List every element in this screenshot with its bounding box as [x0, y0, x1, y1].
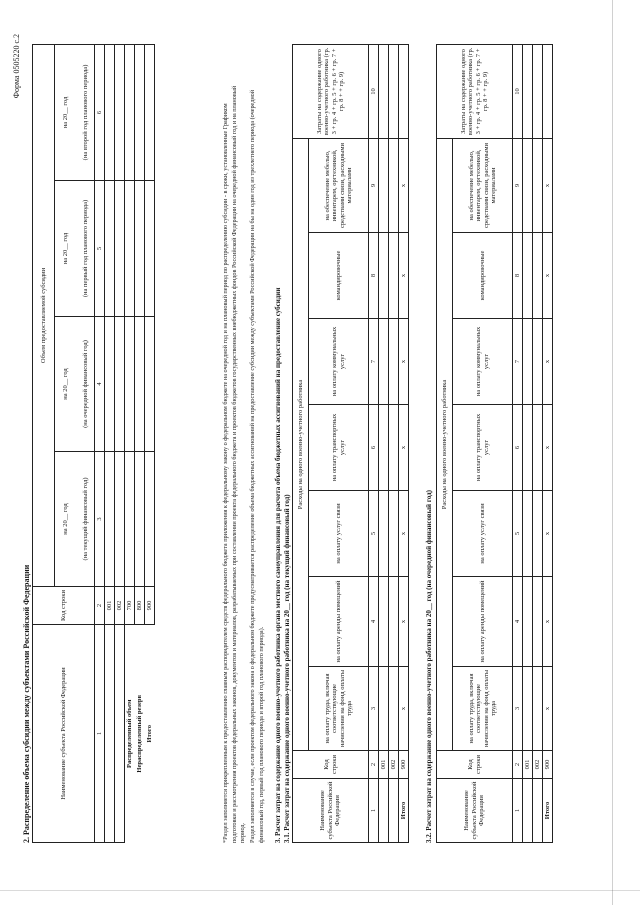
table-row [523, 44, 533, 842]
s31-colnum: 7 [369, 319, 379, 405]
s31-colnum: 9 [369, 138, 379, 232]
s31-colnum: 10 [369, 44, 379, 138]
table-row [533, 44, 543, 842]
s32-col-travel: командировочные [453, 233, 513, 319]
s32-colnum: 8 [513, 233, 523, 319]
s2-period-2: (на очередной финансовый год) [77, 317, 95, 452]
s2-period-4: (на второй год планового периода) [77, 44, 95, 180]
s32-col-salary: на оплату труда, включая соответствующие начисления на фонд оплаты труда [453, 667, 513, 751]
s2-colnum: 3 [95, 452, 105, 587]
s32-col-rent: на оплату аренды помещений [453, 577, 513, 667]
scan-edge-line [612, 0, 613, 905]
s32-colnum: 10 [513, 44, 523, 138]
s32-x-cell: x [543, 319, 553, 405]
s32-x-cell: x [543, 577, 553, 667]
s2-total-code: 800 [135, 587, 145, 625]
section2-table [32, 44, 155, 843]
s31-colnum: 8 [369, 233, 379, 319]
s2-colnum: 2 [95, 587, 105, 625]
s32-header-code: Код строки [437, 751, 513, 779]
s31-colnum: 6 [369, 405, 379, 491]
s31-col-travel: командировочные [309, 233, 369, 319]
s32-colnum: 5 [513, 491, 523, 577]
s2-year-1: на 20__ год [55, 452, 77, 587]
s2-year-4: на 20__ год [55, 44, 77, 180]
s32-header-total: Затраты на содержание одного военно-учетного работника (гр. 3 + гр. 4 + гр. 5 + гр. 6 + гр. 7 + гр. 8 + + гр. 9) [437, 44, 513, 138]
table-row [135, 44, 145, 842]
s32-total-code: 900 [543, 751, 553, 779]
table-row [543, 44, 553, 842]
s2-year-2: на 20__ год [55, 317, 77, 452]
s32-x-cell: x [543, 667, 553, 751]
table-row [389, 44, 399, 842]
s2-row-code: 002 [115, 587, 125, 625]
s32-colnum: 2 [513, 751, 523, 779]
s2-year-3: на 20__ год [55, 181, 77, 317]
s31-header-group: Расходы на одного военно-учетного работника [293, 138, 309, 750]
s31-col-rent: на оплату аренды помещений [309, 577, 369, 667]
table-row [125, 44, 135, 842]
s31-header-total: Затраты на содержание одного военно-учетного работника (гр. 3 + гр. 4 + гр. 5 + гр. 6 + гр. 7 + гр. 8 + + гр. 9) [293, 44, 369, 138]
section3-2-title: 3.2. Расчет затрат на содержание одного военно-учетного работника на 20__ год (на очередной финансовый год) [425, 489, 433, 843]
s31-col-transport: на оплату транспортных услуг [309, 405, 369, 491]
s31-header-name: Наименование субъекта Российской Федерации [293, 779, 369, 843]
s2-period-1: (на текущий финансовый год) [77, 452, 95, 587]
s31-x-cell: x [399, 233, 409, 319]
s31-col-comm: на оплату услуг связи [309, 491, 369, 577]
s32-col-supplies: на обеспечение мебелью, инвентарем, оргтехникой, средствами связи, расходными материалами [453, 138, 513, 232]
s2-header-group: Объем предоставляемой субсидии [33, 44, 55, 586]
s31-x-cell: x [399, 491, 409, 577]
s31-row-code: 001 [379, 751, 389, 779]
s31-x-cell: x [399, 667, 409, 751]
s32-header-name: Наименование субъекта Российской Федерации [437, 779, 513, 843]
table-row [115, 44, 125, 842]
s2-row-code: 001 [105, 587, 115, 625]
s32-colnum: 7 [513, 319, 523, 405]
s2-colnum: 5 [95, 181, 105, 317]
s32-colnum: 3 [513, 667, 523, 751]
s2-total-code: 900 [145, 587, 155, 625]
s32-total-label: Итого [543, 779, 553, 843]
s31-header-code: Код строки [293, 751, 369, 779]
s32-header-group: Расходы на одного военно-учетного работника [437, 138, 453, 750]
s32-colnum: 4 [513, 577, 523, 667]
s2-total-label: Распределенный объем [125, 625, 135, 843]
s31-x-cell: x [399, 577, 409, 667]
s31-colnum: 1 [369, 779, 379, 843]
s31-colnum: 3 [369, 667, 379, 751]
section2-title: 2. Распределение объема субсидии между субъектами Российской Федерации [22, 564, 31, 843]
s2-colnum: 1 [95, 625, 105, 843]
form-code: Форма 0505220 с.2 [12, 34, 21, 99]
s31-x-cell: x [399, 319, 409, 405]
s31-colnum: 5 [369, 491, 379, 577]
s32-row-code: 001 [523, 751, 533, 779]
s2-header-name: Наименование субъекта Российской Федерации [33, 625, 95, 843]
s31-col-utilities: на оплату коммунальных услуг [309, 319, 369, 405]
table-row [399, 44, 409, 842]
note-1: *Раздел заполняется прикрепленным к предоставлению главным распорядителем средств федерального бюджета приложения к федеральному закону о федеральном бюджете на очередной год и на плановый период по распределению субсидии - в сроки, установленные Графиком подготовки и рассмотрения проектов федеральных законов, документов и материалов, разрабатываемых при составлении проекта федерального бюджета и проектов бюджетов государственных внебюджетных фондов Российской Федерации на очередной финансовый год и на плановый период. [222, 85, 247, 843]
s32-x-cell: x [543, 405, 553, 491]
s32-colnum: 6 [513, 405, 523, 491]
s32-col-comm: на оплату услуг связи [453, 491, 513, 577]
s31-row-code: 002 [389, 751, 399, 779]
s32-x-cell: x [543, 491, 553, 577]
s2-total-label: Итого [145, 625, 155, 843]
scan-edge-line [0, 890, 640, 891]
section3-1-table [292, 44, 409, 843]
s2-period-3: (на первый год планового периода) [77, 181, 95, 317]
s32-col-transport: на оплату транспортных услуг [453, 405, 513, 491]
s31-col-supplies: на обеспечение мебелью, инвентарем, оргтехникой, средствами связи, расходными материалами [309, 138, 369, 232]
s32-col-utilities: на оплату коммунальных услуг [453, 319, 513, 405]
s32-x-cell: x [543, 138, 553, 232]
s2-colnum: 6 [95, 44, 105, 180]
s2-header-code: Код строки [33, 587, 95, 625]
table-row [145, 44, 155, 842]
section3-title: 3. Расчет затрат на содержание одного военно-учетного работника органа местного самоуправления для расчета объема бюджетных ассигнований на предоставление субсидии [274, 287, 282, 843]
s32-colnum: 9 [513, 138, 523, 232]
s32-row-code: 002 [533, 751, 543, 779]
s32-x-cell: x [543, 233, 553, 319]
s31-col-salary: на оплату труда, включая соответствующие начисления на фонд оплаты труда [309, 667, 369, 751]
s31-total-code: 900 [399, 751, 409, 779]
table-row [379, 44, 389, 842]
s31-colnum: 2 [369, 751, 379, 779]
section3-2-table [436, 44, 553, 843]
s31-x-cell: x [399, 405, 409, 491]
s2-total-label: Нераспределенный резерв [135, 625, 145, 843]
note-2: Раздел заполняется в случае, если проектом федерального закона о федеральном бюджете предусматривается распределение объема бюджетных ассигнований на предоставление субсидии между субъектами Российской Федерации на бы на один год из трехлетнего периода (очередной финансовый год, первый год планового периода и второй год планового периода). [249, 89, 265, 843]
section3-1-title: 3.1. Расчет затрат на содержание одного военно-учетного работника на 20__ год (на текущий финансовый год) [283, 494, 291, 843]
s2-total-code: 700 [125, 587, 135, 625]
s2-colnum: 4 [95, 317, 105, 452]
s31-colnum: 4 [369, 577, 379, 667]
s32-colnum: 1 [513, 779, 523, 843]
s31-x-cell: x [399, 138, 409, 232]
table-row [105, 44, 115, 842]
s31-total-label: Итого [399, 779, 409, 843]
